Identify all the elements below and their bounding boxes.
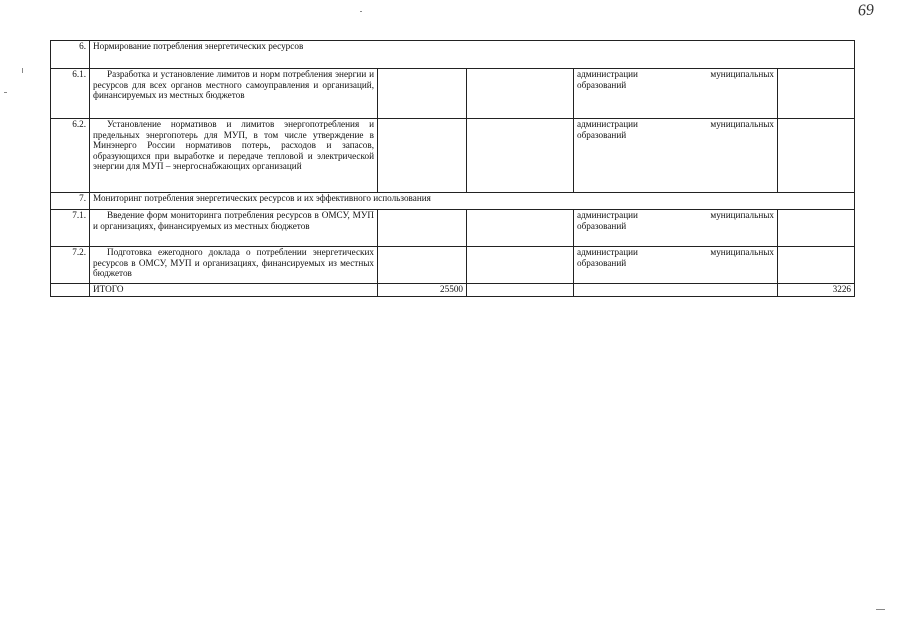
row-description: Разработка и установление лимитов и норм потребления энергии и ресурсов для всех органов местного самоуправления и организаций, финансируемых из местных бюджетов	[90, 69, 378, 119]
cell-empty	[467, 247, 574, 284]
row-responsible: администрации муниципальных образований	[574, 247, 778, 284]
row-description: Подготовка ежегодного доклада о потреблении энергетических ресурсов в ОМСУ, МУП и организациях, финансируемых из местных бюджетов	[90, 247, 378, 284]
scan-speck	[4, 92, 7, 93]
cell-empty	[778, 210, 855, 247]
cell-empty	[467, 119, 574, 193]
cell-empty	[378, 69, 467, 119]
section-title: Мониторинг потребления энергетических ресурсов и их эффективного использования	[90, 193, 855, 210]
total-label: ИТОГО	[90, 284, 378, 297]
scan-speck	[360, 11, 362, 12]
cell-empty	[574, 284, 778, 297]
table-row	[51, 210, 855, 247]
cell-empty	[778, 247, 855, 284]
section-row	[51, 193, 855, 210]
section-number: 7.	[51, 193, 90, 210]
row-description: Введение форм мониторинга потребления ресурсов в ОМСУ, МУП и организациях, финансируемых из местных бюджетов	[90, 210, 378, 247]
total-value: 3226	[778, 284, 855, 297]
cell-empty	[51, 284, 90, 297]
row-number: 7.1.	[51, 210, 90, 247]
scan-speck	[22, 68, 23, 73]
cell-empty	[467, 69, 574, 119]
cell-empty	[467, 210, 574, 247]
row-number: 7.2.	[51, 247, 90, 284]
table-row	[51, 247, 855, 284]
section-number: 6.	[51, 41, 90, 69]
page-number: 69	[857, 1, 875, 20]
row-responsible: администрации муниципальных образований	[574, 210, 778, 247]
total-value: 25500	[378, 284, 467, 297]
total-row	[51, 284, 855, 297]
row-number: 6.2.	[51, 119, 90, 193]
cell-empty	[778, 119, 855, 193]
section-row	[51, 41, 855, 69]
plan-table	[50, 40, 855, 297]
cell-empty	[378, 247, 467, 284]
table-row	[51, 119, 855, 193]
cell-empty	[378, 210, 467, 247]
row-responsible: администрации муниципальных образований	[574, 69, 778, 119]
row-responsible: администрации муниципальных образований	[574, 119, 778, 193]
section-title: Нормирование потребления энергетических ресурсов	[90, 41, 855, 69]
cell-empty	[778, 69, 855, 119]
cell-empty	[467, 284, 574, 297]
scan-speck	[876, 609, 885, 610]
row-description: Установление нормативов и лимитов энергопотребления и предельных энергопотерь для МУП, в том числе утверждение в Минэнерго России нормативов потерь, расходов и запасов, образующихся при выработке и передаче тепловой и электрической энергии для МУП – энергоснабжающих организаций	[90, 119, 378, 193]
cell-empty	[378, 119, 467, 193]
table-row	[51, 69, 855, 119]
row-number: 6.1.	[51, 69, 90, 119]
